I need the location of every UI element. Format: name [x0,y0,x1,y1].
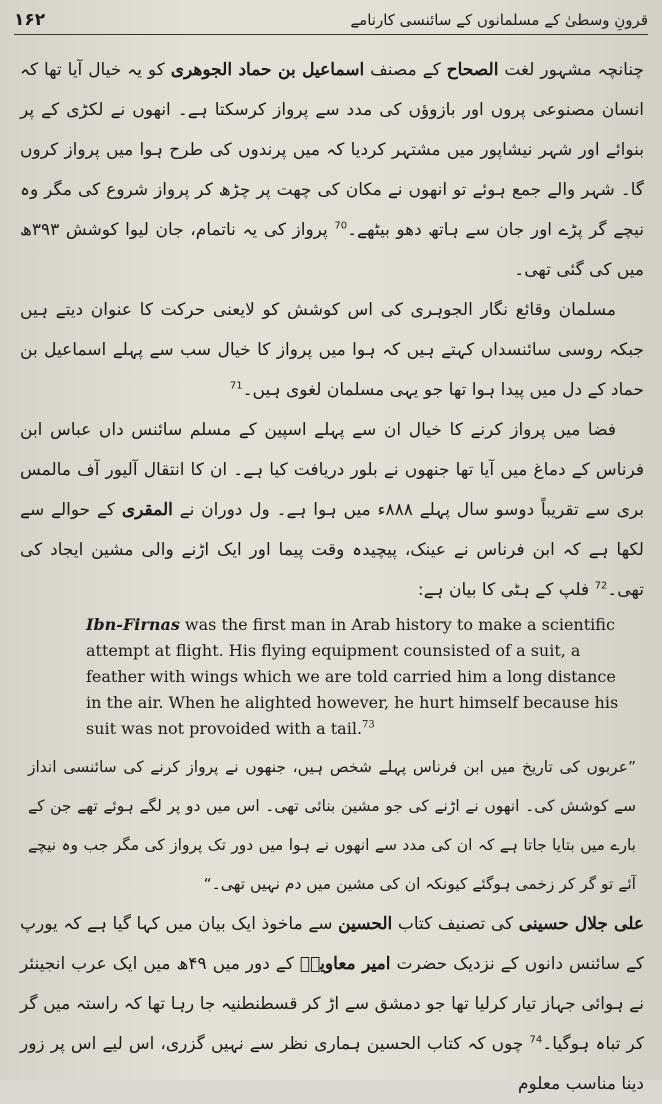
p1-author-name: اسماعیل بن حماد الجوھری [170,60,365,80]
footnote-ref-72: 72 [594,580,608,592]
footnote-ref-74: 74 [529,1034,543,1046]
p4-book: الحسین [338,914,393,934]
p3-text-b: کے حوالے سے لکھا ہے کہ ابن فرناس نے عینک، پیچیدہ وقت پیما اور ایک اڑنے والی مشین ایجاد کی تھی۔ [20,500,644,600]
p4-ruler: امیر معاویہؓ [299,954,391,974]
footnote-ref-73: 73 [362,719,375,731]
p3-text-c: فلپ کے ہٹی کا بیان ہے: [417,580,595,600]
p4-text-a: کی تصنیف کتاب [392,914,519,934]
footnote-ref-70: 70 [334,220,348,232]
p1-book-name: الصحاح [446,60,499,80]
page-body [20,50,644,1104]
english-quote [20,612,644,742]
p2-text-a: مسلمان وقائع نگار الجوہری کی اس کوشش کو لایعنی حرکت کا عنوان دیتے ہیں جبکہ روسی سائنسداں کہتے ہیں کہ ہوا میں پرواز کا خیال سب سے پہلے اسماعیل بن حماد کے دل میں پیدا ہوا تھا جو یہی مسلمان لغوی ہیں۔ [20,300,644,400]
p1-text-d: پرواز کی یہ ناتمام، جان لیوا کوشش ۳۹۳ھ میں کی گئی تھی۔ [20,220,644,280]
quote-name: Ibn-Firnas [86,615,180,634]
p4-text-c: کے دور میں ۴۹ھ میں ایک عرب انجینئر نے ہوائی جہاز تیار کرلیا تھا جو دمشق سے اڑ کر قسطنطنیہ جا رہا تھا کہ راستہ میں گر کر تباہ ہوگیا۔ [20,954,645,1054]
p1-text-b: کے مصنف [364,60,447,80]
p3-text-a: فضا میں پرواز کرنے کا خیال ان سے پہلے اسپین کے مسلم سائنس داں عباس ابن فرناس کے دماغ میں آیا تھا جنھوں نے بلور دریافت کیا ہے۔ ان کا انتقال آلیور آف مالمس بری سے تقریباً دوسو سال پہلے ۸۸۸ء میں ہوا ہے۔ ول دوران نے [20,420,644,520]
footnote-ref-71: 71 [229,380,243,392]
page-number: ۱۶۲ [14,10,46,30]
p3-name: المقری [121,500,173,520]
header-title: قرونِ وسطیٰ کے مسلمانوں کے سائنسی کارنامے [350,11,648,29]
p4-text-d: چوں کہ کتاب الحسین ہماری نظر سے نہیں گزری، اس لیے اس پر زور دینا مناسب معلوم [20,1034,644,1094]
running-header [14,6,648,35]
p1-text-c: کو یہ خیال آیا تھا کہ انسان مصنوعی پروں اور بازوؤں کی مدد سے پرواز کرسکتا ہے۔ انھوں نے لکڑی کے پر بنوائے اور شہر نیشاپور میں مشتہر کردیا کہ میں پرندوں کی طرح ہوا میں پرواز کروں گا۔ شہر والے جمع ہوئے تو انھوں نے مکان کی چھت پر چڑھ کر پرواز شروع کی مگر وہ نیچے گر پڑے اور جان سے ہاتھ دھو بیٹھے۔ [20,60,644,240]
paragraph-3 [20,410,644,610]
urdu-translation: ”عربوں کی تاریخ میں ابن فرناس پہلے شخص ہیں، جنھوں نے پرواز کرنے کی سائنسی انداز سے کوشش کی۔ انھوں نے اڑنے کی جو مشین بنائی تھی۔ اس میں دو پر لگے ہوئے تھے جن کے بارے میں بتایا جاتا ہے کہ ان کی مدد سے انھوں نے ہوا میں دور تک پرواز کی مگر جب وہ نیچے آئے تو گر کر زخمی ہوگئے کیونکہ ان کی مشین میں دم نہیں تھی۔“ [28,758,636,893]
quote-text: was the first man in Arab history to make a scientific attempt at flight. His flying equipment counsisted of a suit, a feather with wings which we are told carried him a long distance in the air. When he alighted however, he hurt himself because his suit was not provoided with a tail. [86,615,619,738]
p1-text-a: چنانچہ مشہور لغت [498,60,644,80]
paragraph-2 [20,290,644,410]
p4-text-b: سے ماخوذ ایک بیان میں کہا گیا ہے کہ یورپ کے سائنس دانوں کے نزدیک حضرت [20,914,644,974]
paragraph-1 [20,50,644,290]
paragraph-4 [20,904,644,1104]
p4-author: علی جلال حسینی [518,914,644,934]
